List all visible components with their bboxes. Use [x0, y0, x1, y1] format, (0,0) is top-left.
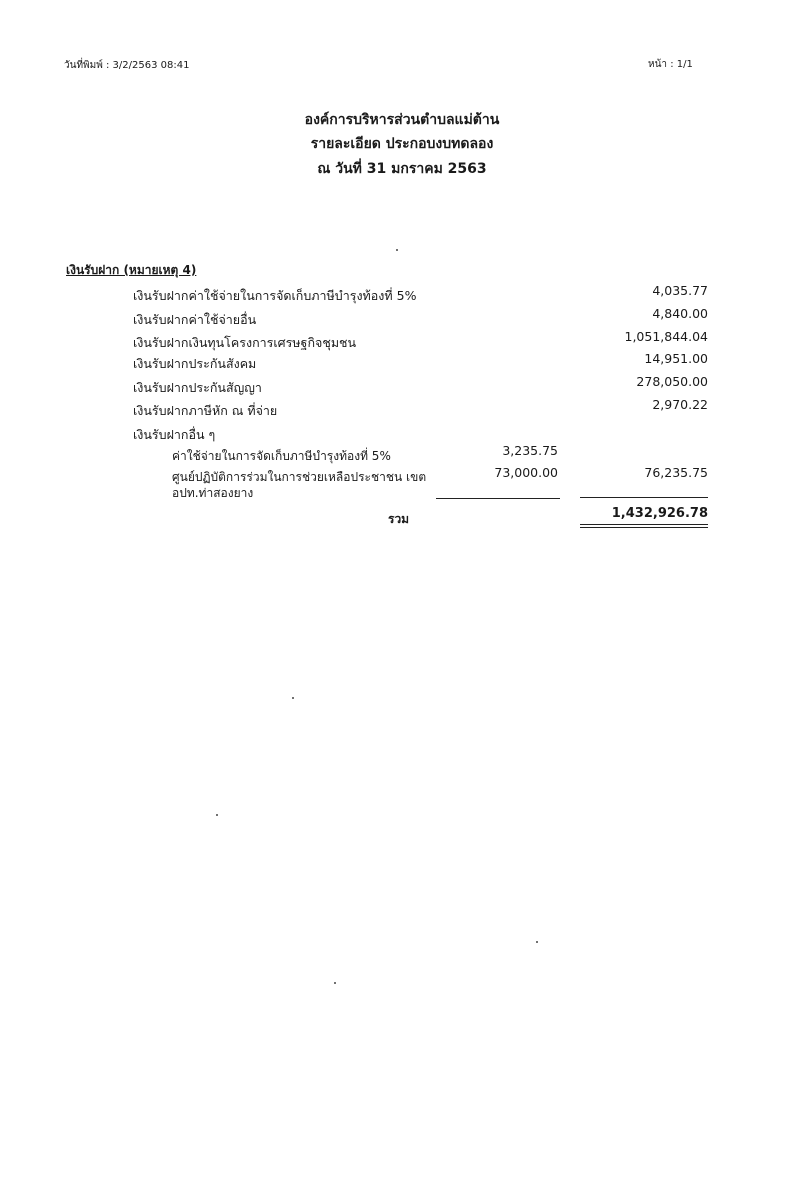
double-underline-top — [580, 524, 708, 525]
item-amount: 2,970.22 — [652, 397, 708, 412]
total-rule — [580, 497, 708, 498]
total-label: รวม — [388, 512, 410, 526]
report-date: ณ วันที่ 31 มกราคม 2563 — [317, 161, 487, 177]
print-date: วันที่พิมพ์ : 3/2/2563 08:41 — [64, 60, 190, 71]
scan-speck — [216, 814, 218, 816]
page-number: หน้า : 1/1 — [648, 59, 693, 70]
item-label: เงินรับฝากภาษีหัก ณ ที่จ่าย — [133, 403, 278, 418]
item-amount: 1,051,844.04 — [624, 329, 708, 344]
item-amount: 278,050.00 — [636, 374, 708, 389]
item-label: เงินรับฝากค่าใช้จ่ายในการจัดเก็บภาษีบำรุงท้องที่ 5% — [133, 288, 417, 303]
other-label: เงินรับฝากอื่น ๆ — [133, 427, 216, 442]
item-amount: 4,035.77 — [652, 283, 708, 298]
item-label: เงินรับฝากประกันสังคม — [133, 356, 257, 371]
sub-total-rule — [436, 498, 560, 499]
double-underline-bottom — [580, 527, 708, 528]
scan-speck — [334, 982, 336, 984]
sub-item-amount: 3,235.75 — [502, 443, 558, 458]
section-heading: เงินรับฝาก (หมายเหตุ 4) — [66, 263, 197, 277]
item-label: เงินรับฝากประกันสัญญา — [133, 380, 262, 395]
other-total-amount: 76,235.75 — [644, 465, 708, 480]
sub-item-label: ค่าใช้จ่ายในการจัดเก็บภาษีบำรุงท้องที่ 5% — [172, 449, 391, 463]
scan-speck — [536, 941, 538, 943]
item-label: เงินรับฝากเงินทุนโครงการเศรษฐกิจชุมชน — [133, 335, 357, 350]
sub-item-amount: 73,000.00 — [494, 465, 558, 480]
scan-speck — [292, 697, 294, 699]
org-title: องค์การบริหารส่วนตำบลแม่ต้าน — [304, 112, 500, 128]
report-title: รายละเอียด ประกอบงบทดลอง — [310, 136, 494, 152]
scan-speck — [396, 249, 398, 251]
sub-item-label-cont: อปท.ท่าสองยาง — [172, 486, 254, 500]
item-amount: 14,951.00 — [644, 351, 708, 366]
item-amount: 4,840.00 — [652, 306, 708, 321]
item-label: เงินรับฝากค่าใช้จ่ายอื่น — [133, 312, 257, 327]
sub-item-label: ศูนย์ปฏิบัติการร่วมในการช่วยเหลือประชาชน เขต — [172, 470, 427, 484]
total-amount: 1,432,926.78 — [611, 506, 708, 521]
